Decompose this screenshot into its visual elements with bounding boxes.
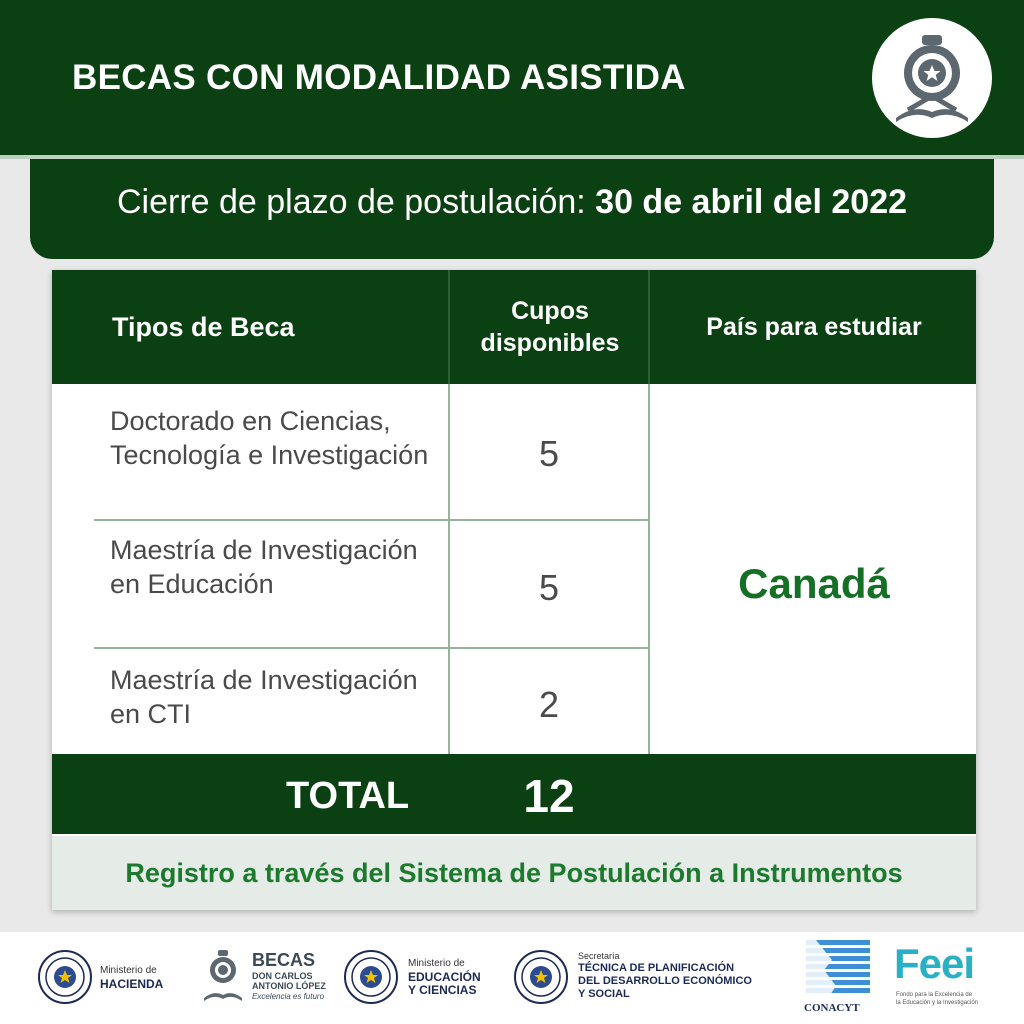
feei-sub-1: Fondo para la Excelencia de (896, 992, 973, 998)
header-type: Tipos de Beca (112, 312, 295, 342)
stp-bold-2: DEL DESARROLLO ECONÓMICO (578, 975, 752, 987)
country-value: Canadá (738, 560, 890, 607)
paraguay-seal-icon (38, 950, 92, 1004)
becas-title: BECAS (252, 950, 316, 970)
mec-bold-2: Y CIENCIAS (408, 983, 477, 997)
deadline-label: Cierre de plazo de postulación: (116, 183, 586, 221)
deadline-banner (30, 159, 994, 259)
becas-logo (872, 18, 992, 138)
paraguay-seal-icon (344, 950, 398, 1004)
stp-small: Secretaría (578, 951, 620, 961)
stp-bold-3: Y SOCIAL (578, 988, 630, 1000)
row-3-slots: 2 (538, 684, 560, 725)
total-value: 12 (523, 770, 575, 822)
becas-sub1: DON CARLOS (252, 971, 313, 981)
feei-title: Feei (894, 940, 975, 987)
row-1-name: Doctorado en Ciencias, Tecnología e Investigación (110, 406, 429, 470)
row-1-slots: 5 (538, 433, 560, 474)
feei-sub-2: la Educación y la Investigación (896, 1000, 979, 1006)
mec-small: Ministerio de (408, 958, 465, 969)
logo-stp (514, 932, 784, 1024)
registration-banner (52, 836, 976, 910)
header-slots: Cupos disponibles (480, 297, 620, 357)
logo-mec (344, 932, 504, 1024)
column-divider (648, 384, 650, 754)
deadline-date: 30 de abril del 2022 (595, 183, 908, 221)
total-label: TOTAL (286, 775, 410, 817)
header-country: País para estudiar (706, 313, 922, 341)
header-divider-2 (648, 270, 650, 384)
hacienda-small: Ministerio de (100, 965, 157, 976)
deadline-text (30, 183, 994, 222)
page-title: BECAS CON MODALIDAD ASISTIDA (72, 58, 686, 97)
becas-tagline: Excelencia es futuro (252, 992, 325, 1001)
hacienda-bold: HACIENDA (100, 977, 164, 991)
registration-text: Registro a través del Sistema de Postulación a Instrumentos (125, 858, 903, 888)
logo-conacyt (800, 932, 876, 1024)
becas-train-book-icon (872, 18, 992, 138)
stp-bold-1: TÉCNICA DE PLANIFICACIÓN (578, 962, 735, 974)
scholarship-table (52, 270, 976, 910)
becas-sub2: ANTONIO LÓPEZ (252, 981, 326, 991)
logo-becas (200, 932, 330, 1024)
footer-logos (0, 932, 1024, 1024)
header-banner (0, 0, 1024, 155)
row-divider (94, 647, 650, 649)
conacyt-stripes-icon (806, 940, 870, 998)
mec-bold-1: EDUCACIÓN (408, 970, 481, 984)
row-2-slots: 5 (538, 567, 560, 608)
becas-train-book-icon (200, 948, 246, 1004)
row-2-name: Maestría de Investigación en Educación (110, 535, 418, 599)
paraguay-seal-icon (514, 950, 568, 1004)
table-header (52, 270, 976, 384)
logo-feei (892, 932, 1002, 1024)
row-divider (94, 519, 650, 521)
row-3-name: Maestría de Investigación en CTI (110, 665, 418, 729)
conacyt-label: CONACYT (804, 1002, 860, 1014)
total-row (52, 754, 976, 834)
logo-hacienda (38, 932, 188, 1024)
